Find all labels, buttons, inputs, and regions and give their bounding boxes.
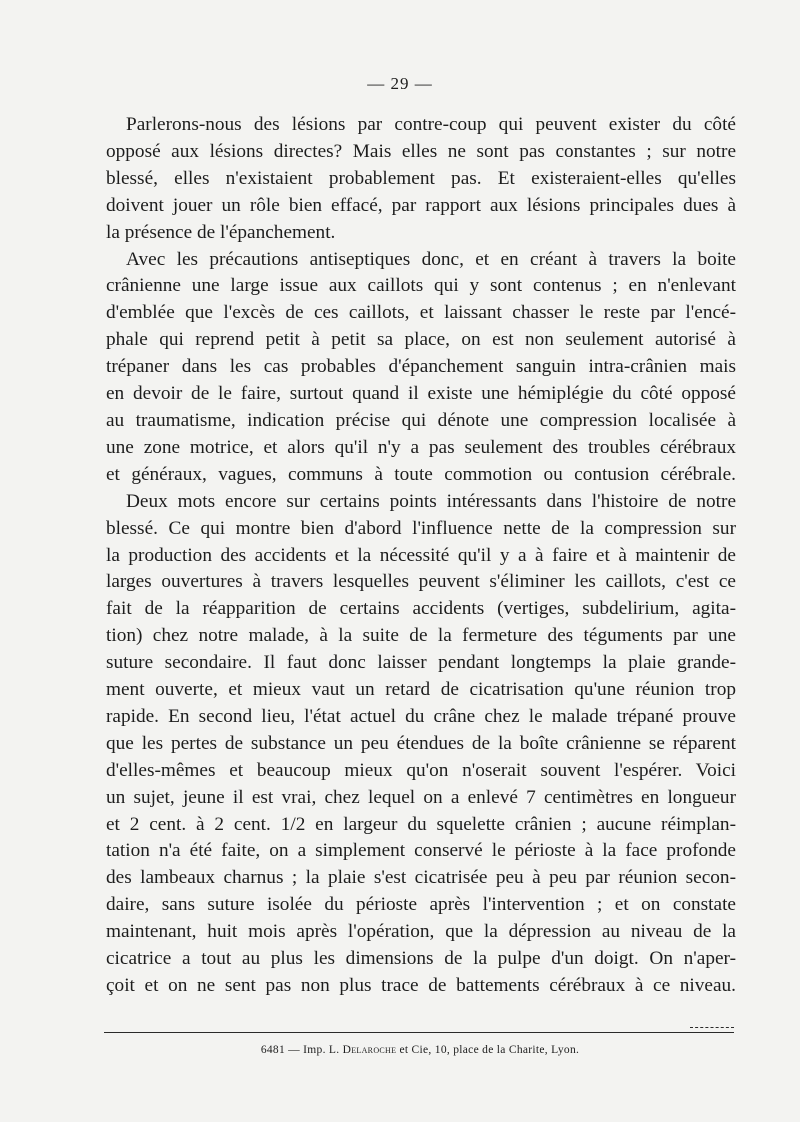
text-line: tion) chez notre malade, à la suite de la fermeture des téguments par une: [106, 625, 736, 647]
text-line: larges ouvertures à travers lesquelles peuvent s'éliminer les caillots, c'est ce: [106, 571, 736, 593]
text-line: suture secondaire. Il faut donc laisser pendant longtemps la plaie grande-: [106, 652, 736, 674]
text-line: la production des accidents et la nécessité qu'il y a à faire et à maintenir de: [106, 544, 736, 566]
text-line: que les pertes de substance un peu étendues de la boîte crânienne se réparent: [106, 732, 736, 754]
imprint-suffix: et Cie, 10, place de la Charite, Lyon.: [396, 1044, 580, 1056]
text-line: Avec les précautions antiseptiques donc, et en créant à travers la boite: [126, 248, 736, 270]
imprint-prefix: 6481 — Imp. L.: [260, 1044, 343, 1056]
text-line: fait de la réapparition de certains accidents (vertiges, subdelirium, agita-: [106, 598, 736, 620]
text-line: opposé aux lésions directes? Mais elles ne sont pas constantes ; sur notre: [106, 140, 736, 162]
text-line: çoit et on ne sent pas non plus trace de battements cérébraux à ce niveau.: [106, 975, 736, 996]
paragraph-precautions: [106, 247, 736, 489]
text-line: trépaner dans les cas probables d'épanchement sanguin intra-crânien mais: [106, 356, 736, 378]
text-line: phale qui reprend petit à petit sa place, on est non seulement autorisé à: [106, 329, 736, 351]
text-line: Deux mots encore sur certains points intéressants dans l'histoire de notre: [126, 490, 736, 512]
text-line: et 2 cent. à 2 cent. 1/2 en largeur du squelette crânien ; aucune réimplan-: [106, 813, 736, 835]
text-line: blessé, elles n'existaient probablement pas. Et existeraient-elles qu'elles: [106, 167, 736, 189]
text-line: ment ouverte, et mieux vaut un retard de cicatrisation qu'une réunion trop: [106, 679, 736, 701]
text-line: une zone motrice, et alors qu'il n'y a pas seulement des troubles cérébraux: [106, 436, 736, 458]
text-line: d'elles-mêmes et beaucoup mieux qu'on n'oserait souvent l'espérer. Voici: [106, 759, 736, 781]
text-line: d'emblée que l'excès de ces caillots, et laissant chasser le reste par l'encé-: [106, 302, 736, 324]
text-line: cicatrice a tout au plus les dimensions de la pulpe d'un doigt. On n'aper-: [106, 948, 736, 970]
text-line: blessé. Ce qui montre bien d'abord l'influence nette de la compression sur: [106, 517, 736, 539]
paragraph-contre-coup: [106, 112, 736, 247]
text-line: doivent jouer un rôle bien effacé, par rapport aux lésions principales dues à: [106, 194, 736, 216]
text-line: rapide. En second lieu, l'état actuel du crâne chez le malade trépané prouve: [106, 705, 736, 727]
text-line: la présence de l'épanchement.: [106, 221, 336, 243]
text-line: en devoir de le faire, surtout quand il existe une hémiplégie du côté opposé: [106, 383, 736, 405]
paragraph-deux-mots: [106, 489, 736, 1000]
body-text: [106, 112, 736, 1000]
text-line: au traumatisme, indication précise qui dénote une compression localisée à: [106, 409, 736, 431]
text-line: tation n'a été faite, on a simplement conservé le périoste à la face profonde: [106, 840, 736, 862]
text-line: des lambeaux charnus ; la plaie s'est cicatrisée peu à peu par réunion secon-: [106, 867, 736, 889]
text-line: maintenant, huit mois après l'opération, que la dépression au niveau de la: [106, 921, 736, 943]
text-line: Parlerons-nous des lésions par contre-coup qui peuvent exister du côté: [126, 114, 736, 135]
text-line: et généraux, vagues, communs à toute commotion ou contusion cérébrale.: [106, 463, 736, 485]
footer-rule-tail: [690, 1027, 734, 1028]
footer-rule: [104, 1032, 734, 1033]
page-number: — 29 —: [367, 74, 433, 93]
printer-imprint: [0, 1044, 800, 1056]
text-line: un sujet, jeune il est vrai, chez lequel on a enlevé 7 centimètres en longueur: [106, 786, 736, 808]
text-line: crânienne une large issue aux caillots qui y sont contenus ; en n'enlevant: [106, 275, 736, 297]
imprint-printer-name: Delaroche: [342, 1044, 397, 1056]
text-line: daire, sans suture isolée du périoste après l'intervention ; et on constate: [106, 894, 736, 916]
